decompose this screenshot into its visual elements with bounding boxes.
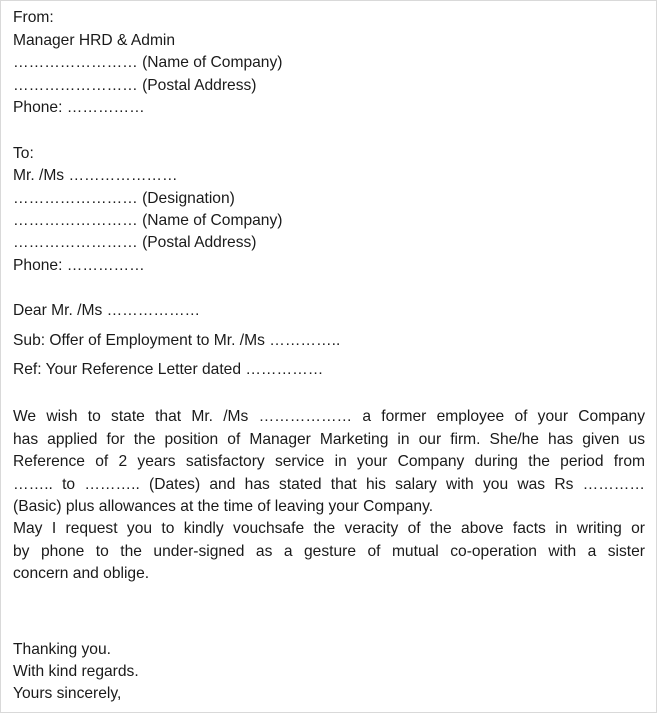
- to-phone: Phone: ……………: [13, 257, 145, 274]
- to-company-name: …………………… (Name of Company): [13, 212, 283, 229]
- paragraph-2-line: May I request you to kindly vouchsafe the veracity of the above facts in writing or: [13, 520, 645, 537]
- from-phone: Phone: ……………: [13, 99, 145, 116]
- salutation: Dear Mr. /Ms ………………: [13, 302, 201, 319]
- paragraph-1-line: Reference of 2 years satisfactory service in your Company during the period from: [13, 453, 645, 470]
- paragraph-1-line: (Basic) plus allowances at the time of leaving your Company.: [13, 498, 434, 515]
- to-label: To:: [13, 145, 34, 162]
- from-sender-name: Manager HRD & Admin: [13, 32, 176, 49]
- from-company-name: …………………… (Name of Company): [13, 54, 283, 71]
- paragraph-2-line: concern and oblige.: [13, 565, 150, 582]
- closing-signoff: Yours sincerely,: [13, 685, 122, 702]
- reference-line: Ref: Your Reference Letter dated ……………: [13, 361, 324, 378]
- body-paragraph-1: [13, 406, 645, 519]
- to-recipient-name: Mr. /Ms …………………: [13, 167, 178, 184]
- subject-line: Sub: Offer of Employment to Mr. /Ms …………..: [13, 332, 341, 349]
- from-postal-address: …………………… (Postal Address): [13, 77, 257, 94]
- paragraph-1-line: We wish to state that Mr. /Ms ……………… a former employee of your Company: [13, 408, 645, 425]
- paragraph-1-line: …….. to ……….. (Dates) and has stated that his salary with you was Rs …………: [13, 475, 645, 493]
- from-label: From:: [13, 9, 54, 26]
- paragraph-2-line: by phone to the under-signed as a gesture of mutual co-operation with a sister: [13, 542, 645, 560]
- to-postal-address: …………………… (Postal Address): [13, 234, 257, 251]
- body-paragraph-2: [13, 518, 645, 586]
- to-designation: …………………… (Designation): [13, 190, 235, 207]
- paragraph-1-line: has applied for the position of Manager Marketing in our firm. She/he has given us: [13, 430, 645, 448]
- closing-regards: With kind regards.: [13, 663, 139, 680]
- closing-thanks: Thanking you.: [13, 641, 111, 658]
